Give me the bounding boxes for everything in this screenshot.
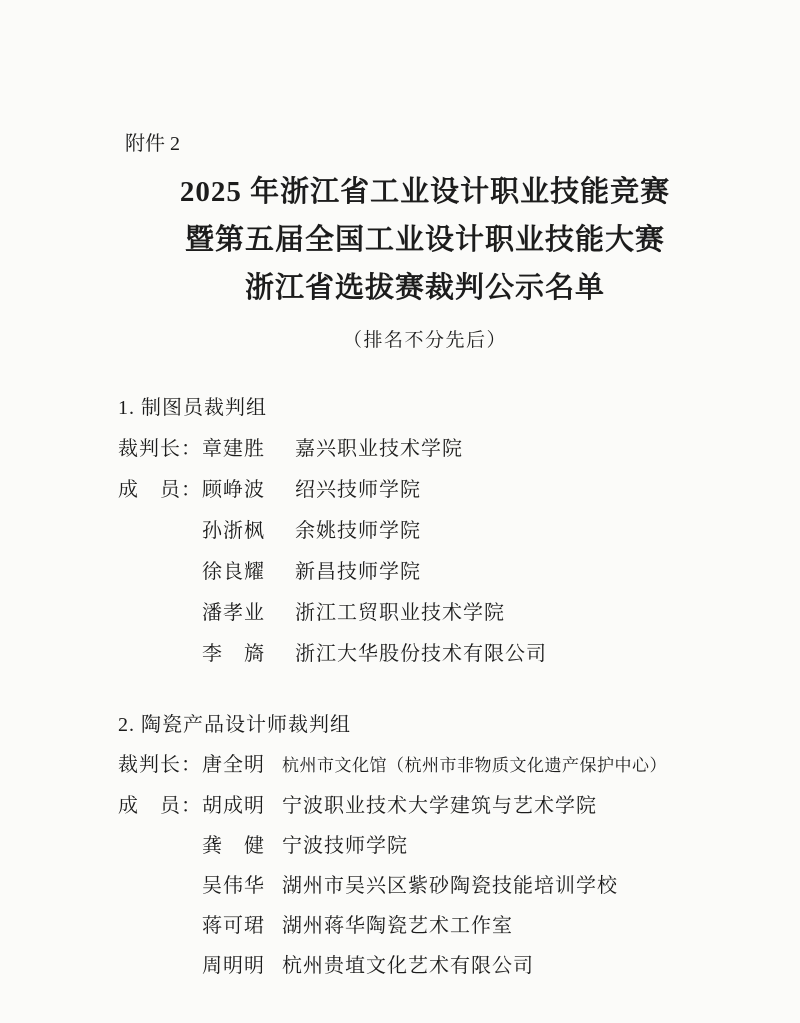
judge-group-2	[118, 705, 770, 986]
document-title	[50, 168, 800, 312]
member-name: 吴伟华	[202, 875, 265, 897]
member-org: 湖州蒋华陶瓷艺术工作室	[282, 915, 513, 937]
chief-org: 杭州市文化馆（杭州市非物质文化遗产保护中心）	[282, 756, 667, 775]
member-row	[118, 906, 770, 946]
member-org: 余姚技师学院	[295, 520, 421, 542]
member-row	[118, 552, 770, 593]
chief-label: 裁判长：	[118, 438, 202, 460]
chief-org: 嘉兴职业技术学院	[295, 438, 463, 460]
document-title-line-2: 暨第五届全国工业设计职业技能大赛	[184, 224, 665, 256]
attachment-label: 附件 2	[125, 133, 180, 155]
chief-name: 唐全明	[202, 754, 265, 776]
member-org: 新昌技师学院	[295, 561, 421, 583]
member-row	[118, 946, 770, 986]
members-label: 成 员：	[118, 795, 202, 817]
member-name: 胡成明	[202, 795, 265, 817]
chief-label: 裁判长：	[118, 754, 202, 776]
member-org: 湖州市吴兴区紫砂陶瓷技能培训学校	[282, 875, 618, 897]
member-org: 宁波职业技术大学建筑与艺术学院	[282, 795, 597, 817]
member-name: 顾峥波	[202, 479, 265, 501]
group-1-heading: 1. 制图员裁判组	[118, 397, 267, 419]
member-row	[118, 470, 770, 511]
member-org: 宁波技师学院	[282, 835, 408, 857]
member-row	[118, 593, 770, 634]
member-org: 浙江大华股份技术有限公司	[295, 643, 547, 665]
member-row	[118, 511, 770, 552]
member-name: 李 旖	[202, 643, 265, 665]
member-row	[118, 786, 770, 826]
ranking-note: （排名不分先后）	[342, 330, 507, 351]
member-name: 孙浙枫	[202, 520, 265, 542]
group-1-chief-row	[118, 429, 770, 470]
member-name: 徐良耀	[202, 561, 265, 583]
member-org: 浙江工贸职业技术学院	[295, 602, 505, 624]
member-row	[118, 826, 770, 866]
member-name: 蒋可珺	[202, 915, 265, 937]
member-row	[118, 634, 770, 675]
member-name: 龚 健	[202, 835, 265, 857]
member-row	[118, 866, 770, 906]
member-org: 绍兴技师学院	[295, 479, 421, 501]
document-title-line-1: 2025 年浙江省工业设计职业技能竞赛	[179, 176, 671, 208]
group-2-chief-row	[118, 745, 770, 786]
document-title-line-3: 浙江省选拔赛裁判公示名单	[244, 272, 605, 304]
members-label: 成 员：	[118, 479, 202, 501]
member-name: 周明明	[202, 955, 265, 977]
group-2-heading: 2. 陶瓷产品设计师裁判组	[118, 714, 351, 736]
member-org: 杭州贵埴文化艺术有限公司	[282, 955, 534, 977]
judge-group-1	[118, 388, 770, 675]
chief-name: 章建胜	[202, 438, 265, 460]
member-name: 潘孝业	[202, 602, 265, 624]
